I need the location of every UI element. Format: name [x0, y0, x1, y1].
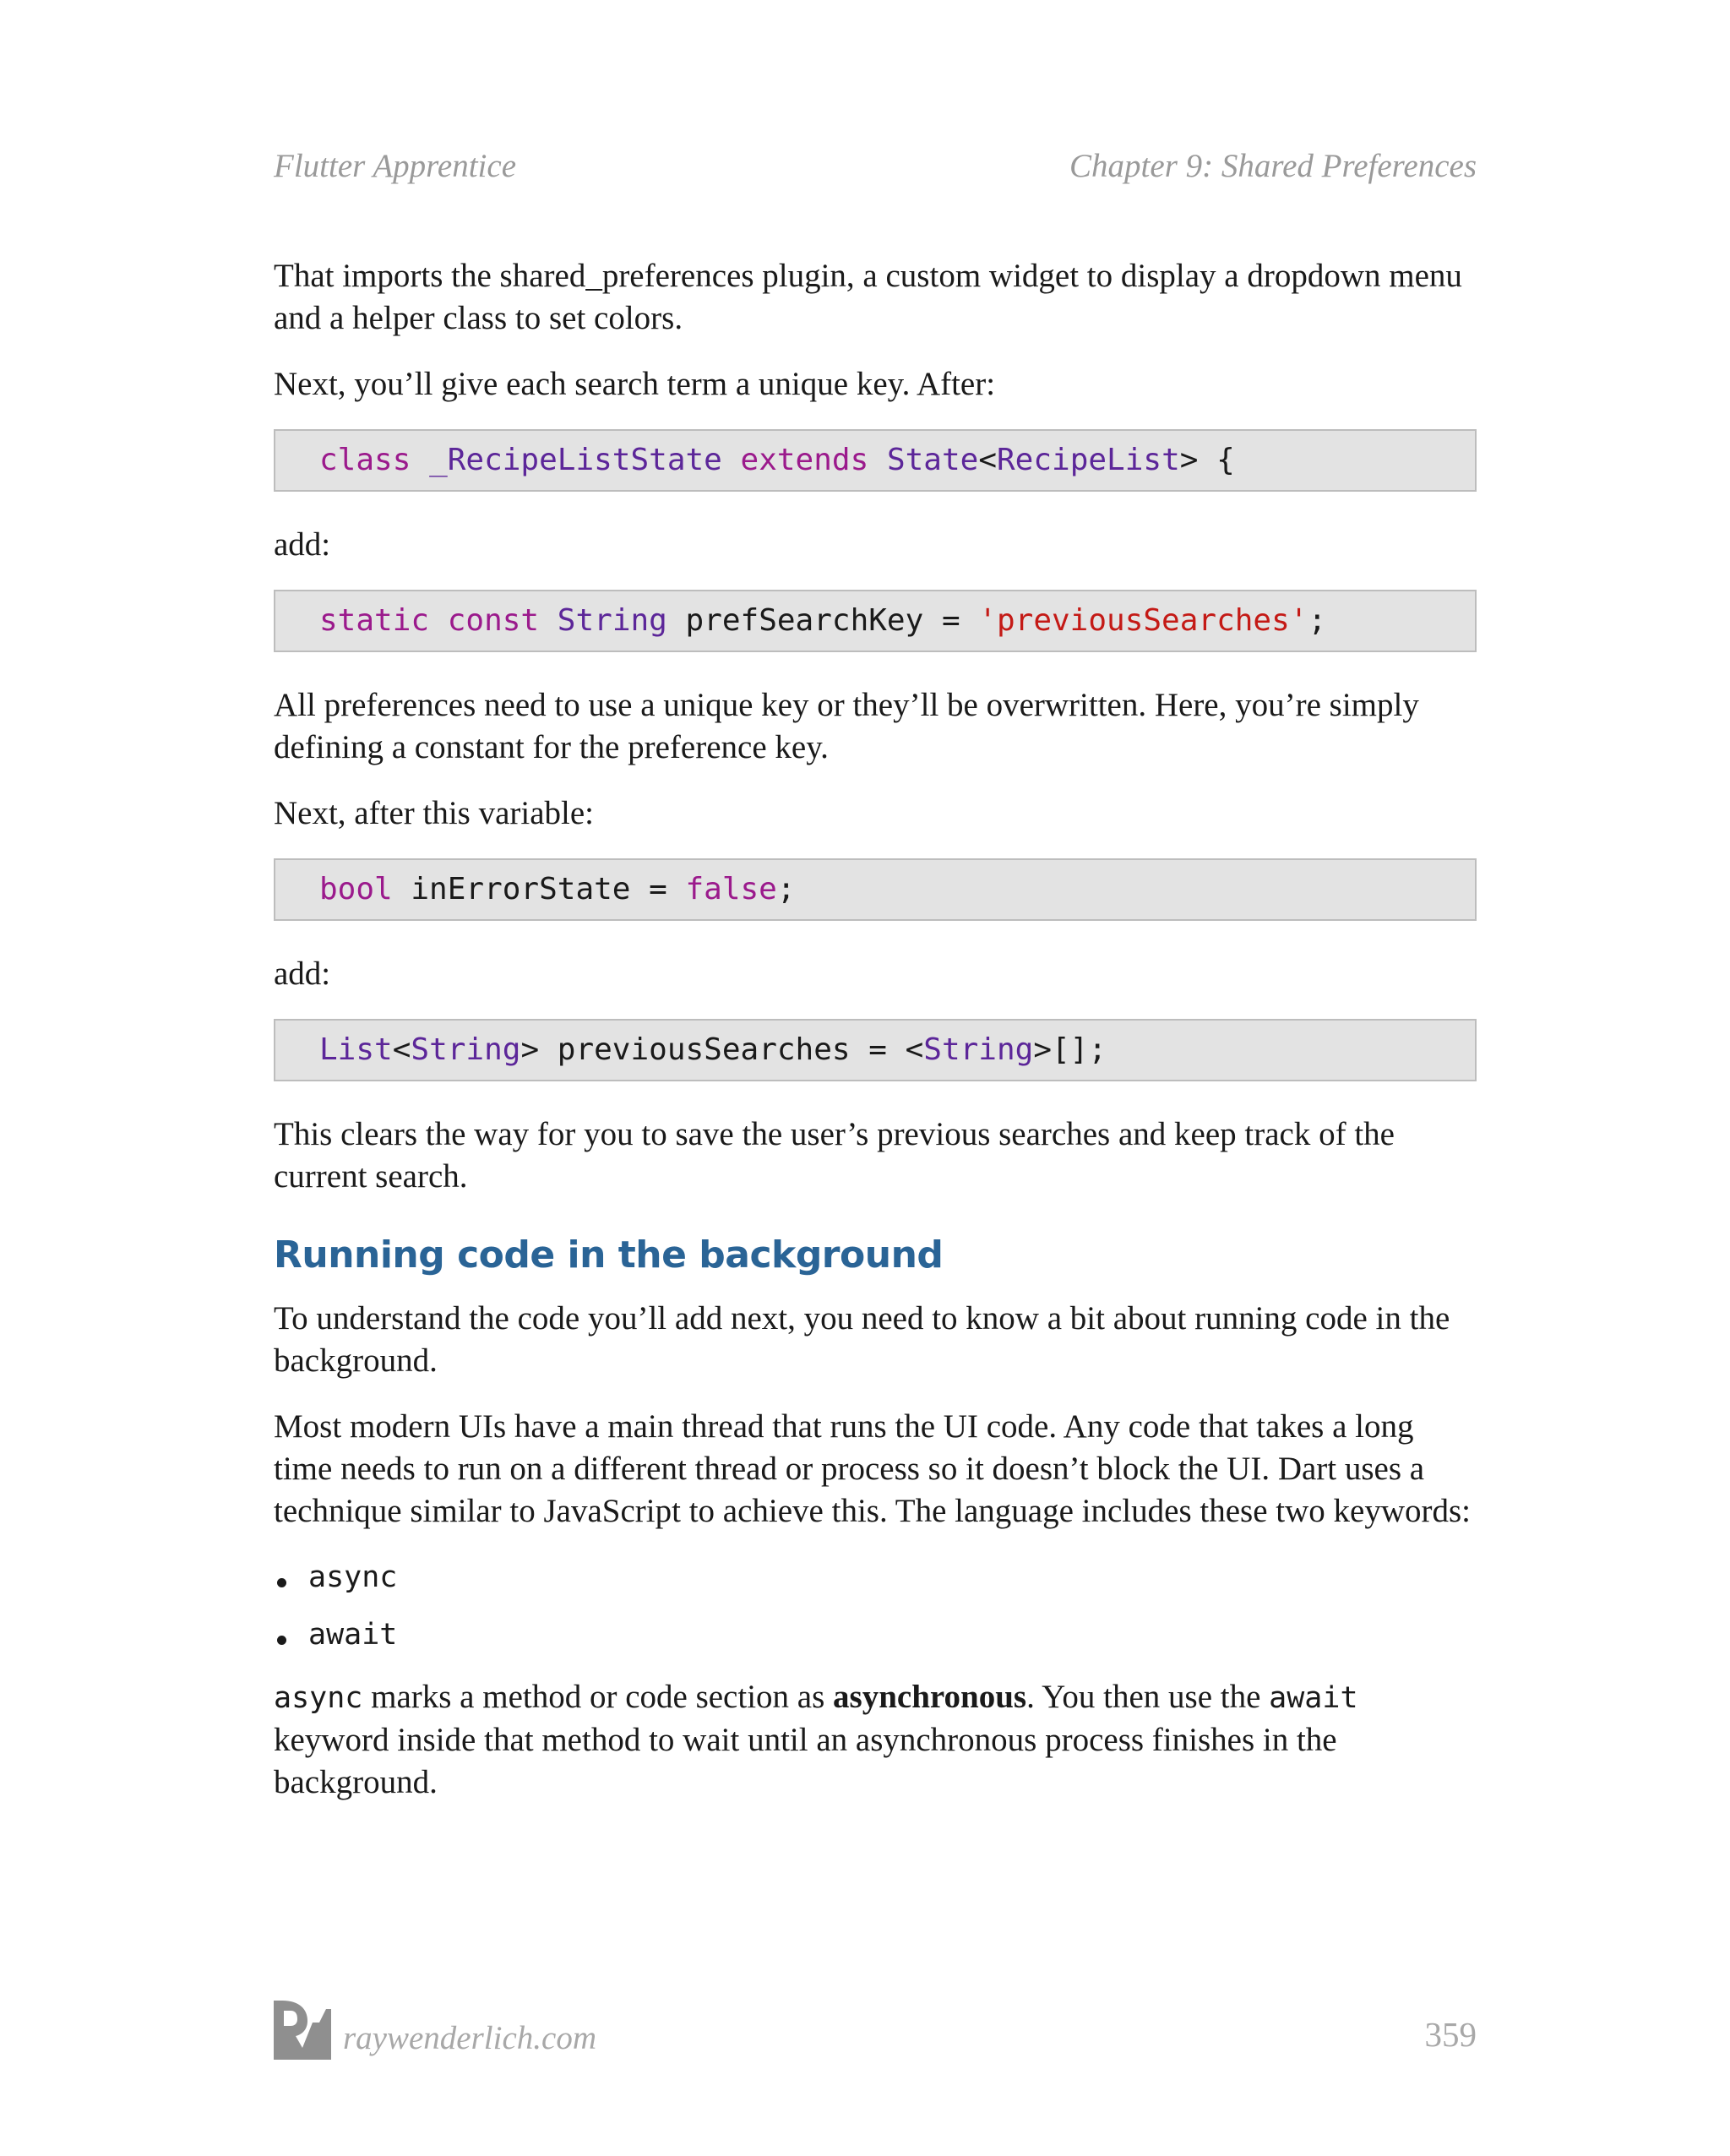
code-identifier: inErrorState = [392, 872, 686, 906]
list-item [274, 1614, 1477, 1656]
page-footer [274, 2001, 1477, 2063]
label-add: add: [274, 526, 331, 563]
code-punct: < [392, 1032, 411, 1067]
code-type: String [411, 1032, 521, 1067]
inline-code: await [1269, 1681, 1358, 1715]
paragraph-after-variable: Next, after this variable: [274, 795, 595, 831]
code-block-previous-searches [274, 1019, 1477, 1081]
page-header [274, 142, 1477, 189]
section-heading: Running code in the background [274, 1233, 944, 1277]
code-punct: >[]; [1033, 1032, 1107, 1067]
code-block-in-error-state [274, 858, 1477, 921]
bullet-keyword: await [308, 1618, 398, 1652]
code-type: String [557, 603, 667, 638]
bullet-icon [277, 1578, 286, 1587]
text-run: . You then use the [1026, 1679, 1270, 1715]
paragraph-unique-key: Next, you’ll give each search term a unique key. After: [274, 366, 996, 402]
paragraph-imports: That imports the shared_preferences plugin, a custom widget to display a dropdown menu and a helper class to set colors. [274, 258, 1462, 336]
paragraph-async-explanation [274, 1676, 1477, 1804]
bullet-keyword: async [308, 1560, 398, 1594]
footer-site-name: raywenderlich.com [343, 2020, 597, 2056]
paragraph-clears-the-way: This clears the way for you to save the user’s previous searches and keep track of the current search. [274, 1116, 1395, 1195]
bullet-icon [277, 1636, 286, 1645]
code-identifier: prefSearchKey = [666, 603, 979, 638]
code-keyword: const [447, 603, 540, 638]
code-block-pref-search-key [274, 590, 1477, 652]
keyword-list [274, 1556, 1477, 1656]
code-keyword: class [319, 443, 411, 477]
raywenderlich-logo-icon [274, 2001, 331, 2060]
code-keyword: static [319, 603, 430, 638]
code-type: String [923, 1032, 1034, 1067]
bold-term: asynchronous [833, 1679, 1027, 1715]
code-type: List [319, 1032, 393, 1067]
code-keyword: false [685, 872, 777, 906]
label-add: add: [274, 956, 331, 992]
code-keyword: extends [740, 443, 869, 477]
code-keyword: bool [319, 872, 393, 906]
code-punct: ; [1308, 603, 1327, 638]
code-type: State [886, 443, 979, 477]
chapter-title: Chapter 9: Shared Preferences [1069, 147, 1477, 184]
paragraph-modern-uis: Most modern UIs have a main thread that runs the UI code. Any code that takes a long time needs to run on a different thread or process so it doesn’t block the UI. Dart uses a technique similar to JavaScript to achieve this. The language includes these two keywords: [274, 1408, 1471, 1529]
paragraph-preferences-key: All preferences need to use a unique key or they’ll be overwritten. Here, you’re simply defining a constant for the preference key. [274, 687, 1419, 765]
code-string: 'previousSearches' [978, 603, 1308, 638]
code-type: _RecipeListState [429, 443, 722, 477]
book-title: Flutter Apprentice [274, 147, 517, 184]
paragraph-understand-code: To understand the code you’ll add next, you need to know a bit about running code in the background. [274, 1300, 1450, 1379]
code-punct: ; [776, 872, 796, 906]
text-run: keyword inside that method to wait until an asynchronous process finishes in the background. [274, 1722, 1337, 1800]
text-run: marks a method or code section as [362, 1679, 834, 1715]
code-punct: > { [1179, 443, 1235, 477]
page-content [274, 255, 1477, 1827]
list-item [274, 1556, 1477, 1598]
inline-code: async [274, 1681, 363, 1715]
code-block-class-declaration [274, 429, 1477, 492]
code-type: RecipeList [997, 443, 1180, 477]
page-number: 359 [1424, 2015, 1477, 2054]
code-punct: < [978, 443, 997, 477]
code-identifier: > previousSearches = < [520, 1032, 924, 1067]
